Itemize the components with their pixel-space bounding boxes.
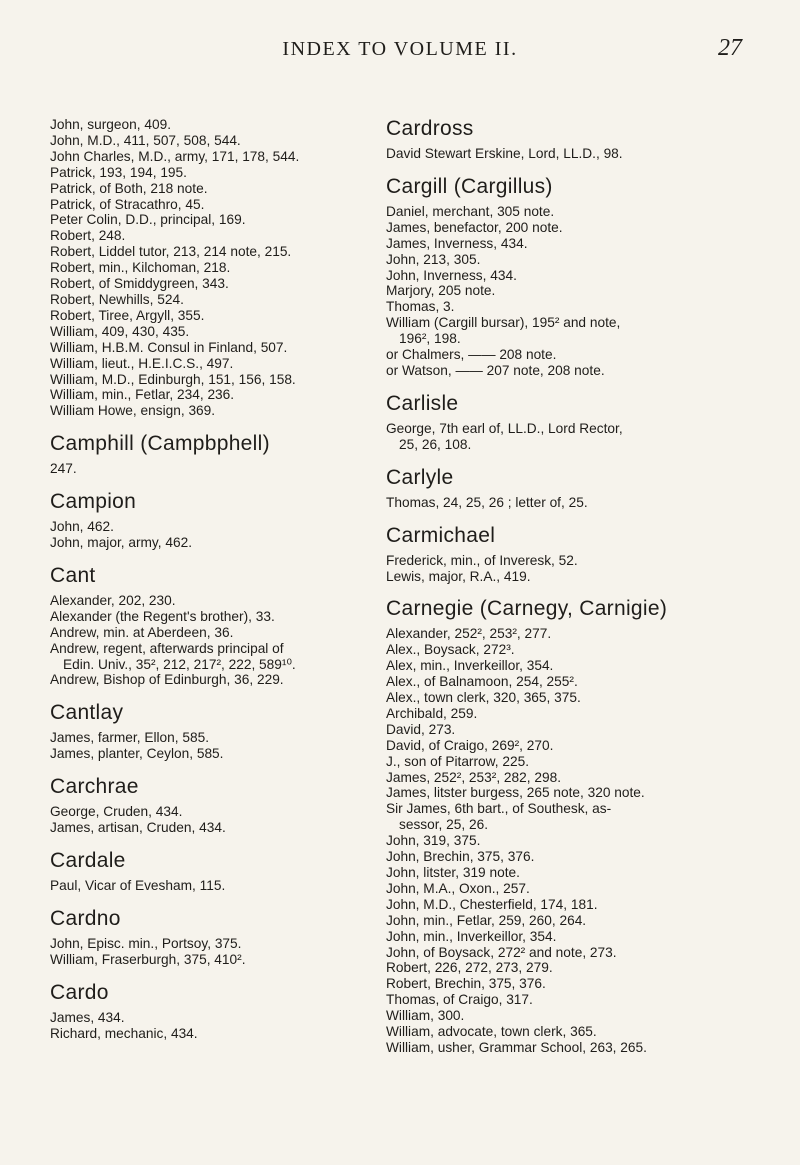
index-entry: George, 7th earl of, LL.D., Lord Rector, — [386, 420, 623, 436]
index-entry: William, 300. — [386, 1008, 465, 1024]
index-entry: Sir James, 6th bart., of Southesk, as- — [386, 801, 612, 817]
index-entry: J., son of Pitarrow, 225. — [386, 753, 530, 769]
index-entry: Alexander, 202, 230. — [50, 592, 176, 608]
index-entry: William, usher, Grammar School, 263, 265. — [386, 1039, 647, 1055]
index-entry: Robert, 248. — [50, 228, 126, 244]
index-entry: Robert, min., Kilchoman, 218. — [50, 260, 231, 276]
index-entry: Patrick, 193, 194, 195. — [50, 164, 187, 180]
john-entries-continued — [50, 117, 375, 419]
index-entry: Robert, Newhills, 524. — [50, 291, 184, 307]
index-entry: John, of Boysack, 272² and note, 273. — [386, 944, 617, 960]
index-entry: David, 273. — [386, 721, 456, 737]
heading-cardno: Cardno — [50, 906, 121, 930]
left-column — [50, 117, 375, 1042]
index-entry: James, 434. — [50, 1009, 125, 1025]
cantlay-entries — [50, 730, 375, 762]
index-entry: Andrew, min. at Aberdeen, 36. — [50, 624, 234, 640]
index-entry: Peter Colin, D.D., principal, 169. — [50, 212, 246, 228]
index-entry: John, Brechin, 375, 376. — [386, 849, 535, 865]
index-entry: Alex, min., Inverkeillor, 354. — [386, 658, 554, 674]
cardale-entries — [50, 878, 375, 894]
index-entry: John, major, army, 462. — [50, 535, 193, 551]
index-entry: James, Inverness, 434. — [386, 235, 528, 251]
carlisle-entries — [386, 421, 758, 453]
index-entry: William, 409, 430, 435. — [50, 323, 190, 339]
index-entry: Alexander, 252², 253², 277. — [386, 626, 552, 642]
index-entry: Robert, Brechin, 375, 376. — [386, 976, 546, 992]
index-entry: John, 319, 375. — [386, 833, 481, 849]
index-entry: John, surgeon, 409. — [50, 117, 171, 132]
index-entry: John, min., Inverkeillor, 354. — [386, 928, 557, 944]
index-entry: William, min., Fetlar, 234, 236. — [50, 387, 235, 403]
index-entry: Robert, of Smiddygreen, 343. — [50, 276, 229, 292]
index-entry: William, lieut., H.E.I.C.S., 497. — [50, 355, 234, 371]
index-entry: Alex., Boysack, 272³. — [386, 642, 515, 658]
index-entry: Alex., of Balnamoon, 254, 255². — [386, 674, 578, 690]
index-entry: John, Episc. min., Portsoy, 375. — [50, 935, 242, 951]
index-entry: Richard, mechanic, 434. — [50, 1025, 198, 1041]
index-entry: John, M.D., Chesterfield, 174, 181. — [386, 896, 598, 912]
index-entry: James, farmer, Ellon, 585. — [50, 730, 209, 746]
heading-cardo: Cardo — [50, 980, 109, 1004]
index-entry: Patrick, of Both, 218 note. — [50, 180, 208, 196]
index-entry: David Stewart Erskine, Lord, LL.D., 98. — [386, 146, 623, 161]
index-entry: Edin. Univ., 35², 212, 217², 222, 589¹⁰. — [63, 656, 296, 672]
index-entry: John, 213, 305. — [386, 251, 481, 267]
heading-camphill: Camphill (Campbphell) — [50, 432, 270, 456]
index-entry: Marjory, 205 note. — [386, 283, 496, 299]
carnegie-entries — [386, 626, 758, 1055]
index-entry: John, min., Fetlar, 259, 260, 264. — [386, 912, 587, 928]
heading-carlyle: Carlyle — [386, 465, 454, 489]
index-entry: sessor, 25, 26. — [399, 817, 489, 833]
index-entry: Andrew, Bishop of Edinburgh, 36, 229. — [50, 672, 284, 688]
index-entry: William, Fraserburgh, 375, 410². — [50, 951, 246, 967]
index-entry: or Watson, —— 207 note, 208 note. — [386, 362, 605, 378]
index-entry: Lewis, major, R.A., 419. — [386, 568, 531, 584]
index-entry: Andrew, regent, afterwards principal of — [50, 640, 284, 656]
cargill-entries — [386, 204, 758, 379]
index-entry: Robert, 226, 272, 273, 279. — [386, 960, 553, 976]
index-entry: James, benefactor, 200 note. — [386, 219, 563, 235]
running-header — [0, 35, 800, 78]
index-entry: William, H.B.M. Consul in Finland, 507. — [50, 339, 288, 355]
heading-cant: Cant — [50, 563, 96, 587]
index-entry: Thomas, 24, 25, 26 ; letter of, 25. — [386, 494, 588, 510]
cardo-entries — [50, 1010, 375, 1042]
index-entry: Thomas, 3. — [386, 299, 455, 315]
index-entry: Robert, Tiree, Argyll, 355. — [50, 307, 205, 323]
index-entry: William, advocate, town clerk, 365. — [386, 1024, 597, 1040]
index-entry: Frederick, min., of Inveresk, 52. — [386, 552, 578, 568]
index-entry: Daniel, merchant, 305 note. — [386, 203, 555, 219]
heading-campion: Campion — [50, 490, 137, 514]
index-entry: George, Cruden, 434. — [50, 804, 183, 820]
index-entry: James, planter, Ceylon, 585. — [50, 746, 224, 762]
heading-carnegie: Carnegie (Carnegy, Carnigie) — [386, 597, 668, 621]
index-entry: Alex., town clerk, 320, 365, 375. — [386, 690, 581, 706]
index-entry: John, 462. — [50, 519, 114, 535]
cardno-entries — [50, 936, 375, 968]
index-entry: or Chalmers, —— 208 note. — [386, 347, 557, 363]
index-entry: 247. — [50, 461, 77, 477]
index-entry: Archibald, 259. — [386, 705, 478, 721]
index-entry: James, 252², 253², 282, 298. — [386, 769, 562, 785]
heading-cargill: Cargill (Cargillus) — [386, 174, 553, 198]
right-column — [386, 117, 758, 1056]
index-entry: Robert, Liddel tutor, 213, 214 note, 215. — [50, 244, 292, 260]
heading-cardross: Cardross — [386, 117, 474, 140]
index-entry: John, litster, 319 note. — [386, 865, 520, 880]
camphill-entries — [50, 461, 375, 477]
index-entry: David, of Craigo, 269², 270. — [386, 737, 554, 753]
index-entry: Alexander (the Regent's brother), 33. — [50, 608, 275, 624]
index-entry: William, M.D., Edinburgh, 151, 156, 158. — [50, 371, 296, 387]
heading-carmichael: Carmichael — [386, 523, 496, 547]
carmichael-entries — [386, 553, 758, 585]
index-entry: 196², 198. — [399, 331, 461, 347]
index-entry: John, M.A., Oxon., 257. — [386, 880, 530, 896]
heading-carchrae: Carchrae — [50, 775, 139, 799]
index-entry: 25, 26, 108. — [399, 436, 472, 452]
carchrae-entries — [50, 804, 375, 836]
index-entry: Thomas, of Craigo, 317. — [386, 992, 533, 1008]
cant-entries — [50, 593, 375, 688]
page-header-title: INDEX TO VOLUME II. — [282, 38, 518, 60]
index-entry: John, Inverness, 434. — [386, 267, 517, 283]
heading-cardale: Cardale — [50, 849, 126, 872]
index-entry: James, artisan, Cruden, 434. — [50, 820, 226, 836]
index-entry: James, litster burgess, 265 note, 320 note. — [386, 785, 645, 801]
heading-carlisle: Carlisle — [386, 391, 459, 415]
page-number: 27 — [718, 35, 742, 61]
index-entry: William (Cargill bursar), 195² and note, — [386, 315, 621, 331]
index-entry: Paul, Vicar of Evesham, 115. — [50, 878, 226, 893]
heading-cantlay: Cantlay — [50, 701, 124, 725]
index-entry: John Charles, M.D., army, 171, 178, 544. — [50, 148, 300, 164]
index-entry: Patrick, of Stracathro, 45. — [50, 196, 205, 212]
index-entry: William Howe, ensign, 369. — [50, 403, 216, 419]
campion-entries — [50, 519, 375, 551]
carlyle-entries — [386, 495, 758, 511]
cardross-entries — [386, 146, 758, 162]
index-entry: John, M.D., 411, 507, 508, 544. — [50, 132, 241, 148]
